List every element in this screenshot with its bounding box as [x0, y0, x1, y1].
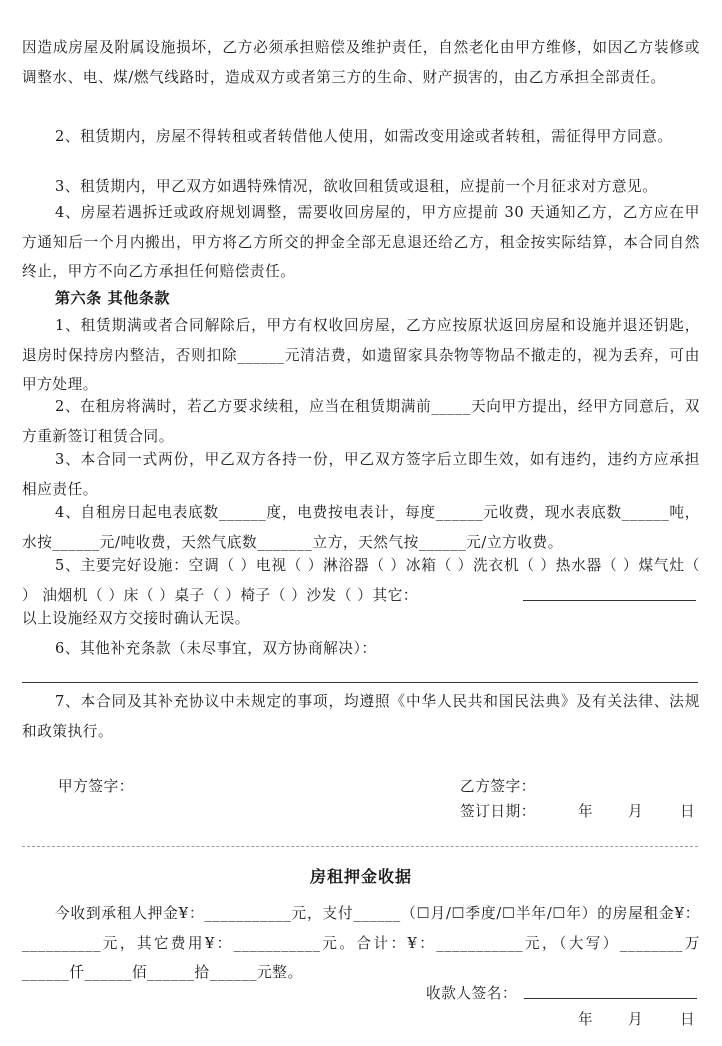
payee-signature-line: [524, 998, 697, 999]
clause-5-item-2: 2、租赁期内，房屋不得转租或者转借他人使用，如需改变用途或者转租，需征得甲方同意。: [55, 128, 673, 145]
receipt-body: 今收到承租人押金¥：___________元，支付______（☐月/☐季度/☐半年/☐年）的房屋租金¥：__________元，其它费用¥：___________元。合计：¥：___________元，（大写）________万______仟______佰______拾______元整。: [22, 905, 700, 981]
receipt-date-month: 月: [628, 1011, 644, 1028]
article-6-item-5-facilities: 5、主要完好设施：空调（ ）电视（ ）淋浴器（ ）冰箱（ ）洗衣机（ ）热水器（ ）煤气灶（ ） 油烟机（ ）床（ ）桌子（ ）椅子（ ）沙发（ ）其它：: [22, 557, 700, 604]
article-6-item-4-meters: 4、自租房日起电表底数______度，电费按电表计，每度______元收费，现水表底数______吨，水按______元/吨收费，天然气底数_______立方，天然气按______元/立方收费。: [22, 504, 700, 551]
article-6-item-7-law: 7、本合同及其补充协议中未规定的事项，均遵照《中华人民共和国民法典》及有关法律、法规和政策执行。: [22, 693, 700, 740]
party-b-signature-label: 乙方签字：: [460, 778, 536, 795]
sign-date-day: 日: [680, 803, 696, 820]
article-6-heading: 第六条 其他条款: [55, 289, 171, 307]
sign-date-month: 月: [628, 803, 644, 820]
cut-line-divider: [22, 846, 698, 847]
sign-date-label: 签订日期：: [460, 803, 536, 820]
clause-5-item-4: 4、房屋若遇拆迁或政府规划调整，需要收回房屋的，甲方应提前 30 天通知乙方，乙方应在甲方通知后一个月内搬出，甲方将乙方所交的押金全部无息退还给乙方，租金按实际结算，本合同自然终止，甲方不向乙方承担任何赔偿责任。: [22, 204, 700, 280]
facilities-confirmation: 以上设施经双方交接时确认无误。: [22, 610, 250, 627]
sign-date-year: 年: [578, 803, 594, 820]
receipt-date-day: 日: [680, 1011, 696, 1028]
article-6-item-1: 1、租赁期满或者合同解除后，甲方有权收回房屋，乙方应按原状返回房屋和设施并退还钥匙，退房时保持房内整洁，否则扣除______元清洁费，如遗留家具杂物等物品不撤走的，视为丢弃，可由甲方处理。: [22, 317, 700, 393]
supplement-line: [22, 682, 698, 683]
other-facilities-line: [523, 600, 696, 601]
receipt-title: 房租押金收据: [309, 867, 412, 886]
article-6-item-6-supplement: 6、其他补充条款（未尽事宜，双方协商解决）：: [55, 640, 377, 657]
article-6-item-3: 3、本合同一式两份，甲乙双方各持一份，甲乙双方签字后立即生效，如有违约，违约方应承担相应责任。: [22, 451, 700, 498]
clause-5-item-3: 3、租赁期内，甲乙双方如遇特殊情况，欲收回租赁或退租，应提前一个月征求对方意见。: [55, 178, 658, 195]
party-a-signature-label: 甲方签字：: [58, 778, 134, 795]
receipt-date-year: 年: [578, 1011, 594, 1028]
clause-5-damage-continuation: 因造成房屋及附属设施损坏，乙方必须承担赔偿及维护责任，自然老化由甲方维修，如因乙方装修或调整水、电、煤/燃气线路时，造成双方或者第三方的生命、财产损害的，由乙方承担全部责任。: [22, 39, 700, 86]
payee-signature-label: 收款人签名：: [426, 985, 518, 1002]
article-6-item-2: 2、在租房将满时，若乙方要求续租，应当在租赁期满前_____天向甲方提出，经甲方同意后，双方重新签订租赁合同。: [22, 398, 700, 445]
